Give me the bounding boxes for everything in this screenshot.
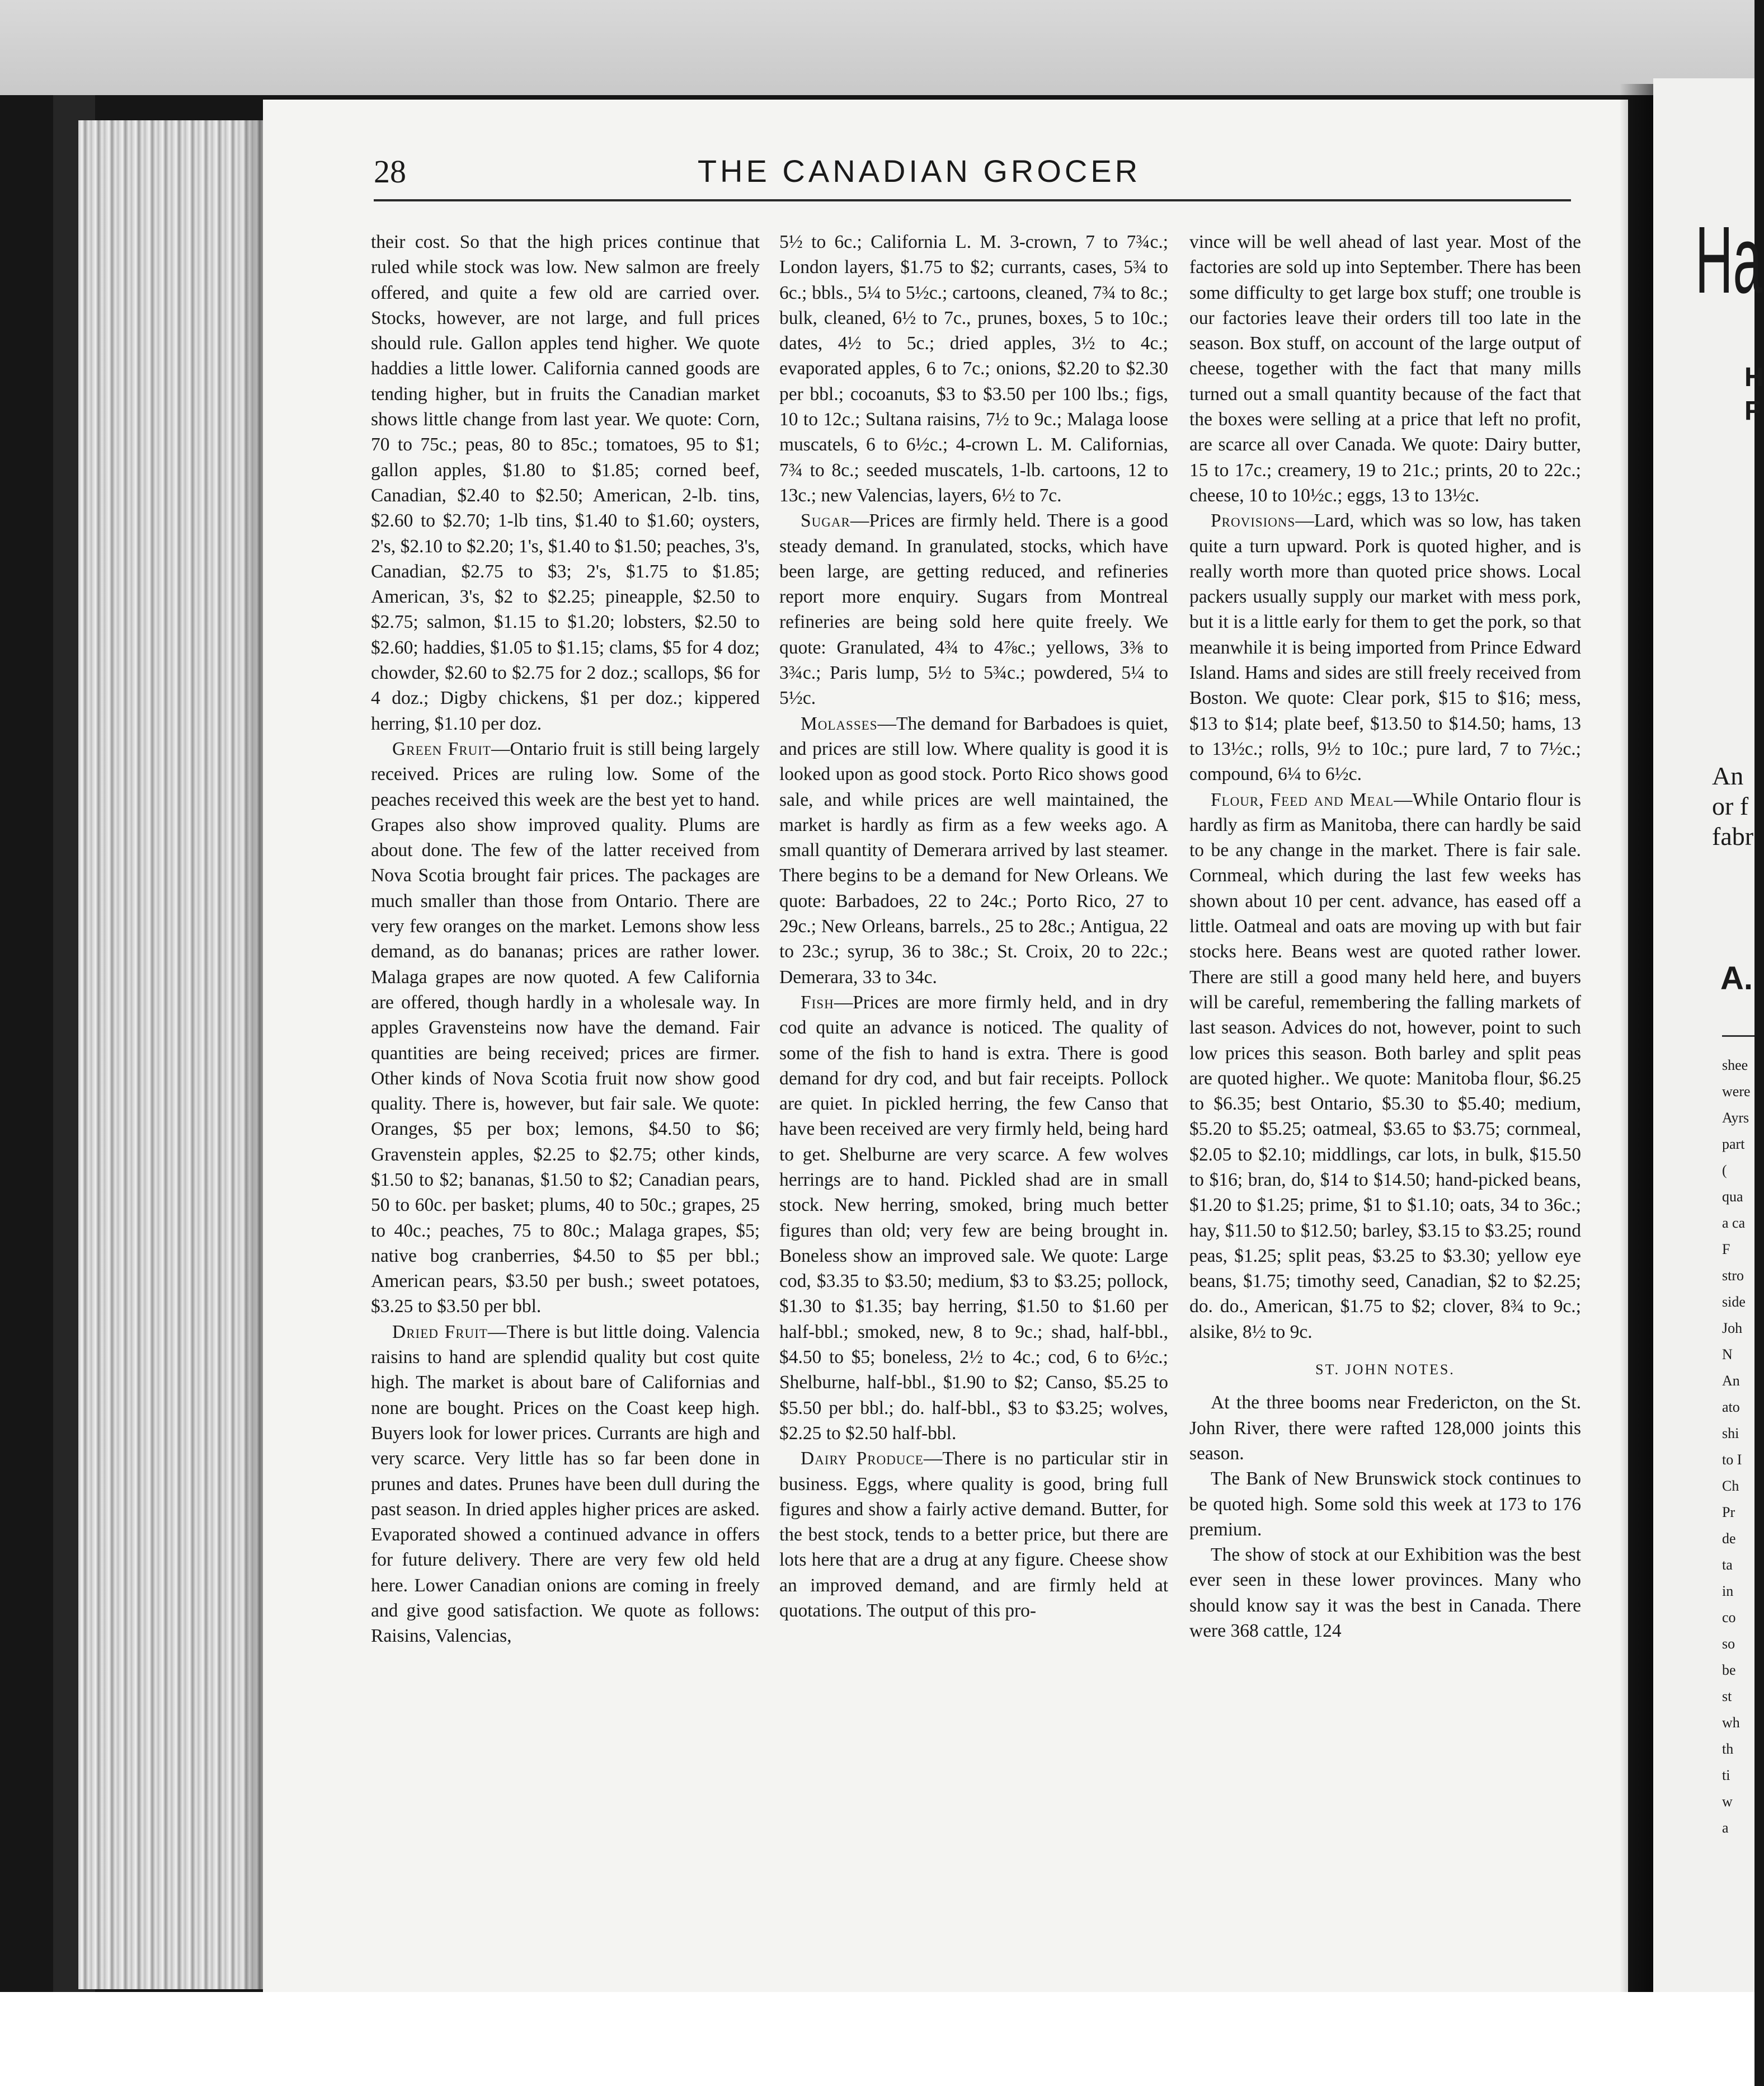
right-page-subtitle: [1744, 361, 1764, 428]
right-page-line-fragment: wh: [1722, 1714, 1740, 1731]
article-column-1: [371, 229, 760, 1936]
header-rule: [374, 199, 1571, 201]
section-head-fish: Fish: [801, 992, 834, 1013]
section-head-molasses: Molasses: [801, 713, 878, 734]
right-page-line-fragment: co: [1722, 1609, 1736, 1625]
section-head-green-fruit: Green Fruit: [392, 738, 491, 759]
right-mid-line: or f: [1712, 792, 1749, 820]
green-fruit-text: —Ontario fruit is still being largely received. Prices are ruling low. Some of the peaches received this week are the best yet to hand. Grapes also show improved quality. Plums are about done. The few of the latter received from Nova Scotia brought fair prices. The packages are much smaller than those from Ontario. There are very few oranges on the market. Lemons show less demand, as do bananas; prices are rather lower. Malaga grapes are now quoted. A few California are offered, though hardly in a wholesale way. In apples Gravensteins now have the demand. Fair quantities are being received; prices are firmer. Other kinds of Nova Scotia fruit now show good quality. There is, however, but fair sale. We quote: Oranges, $5 per box; lemons, $4.50 to $6; Gravenstein apples, $2.25 to $2.75; other kinds, $1.50 to $2; bananas, $1.50 to $2; Canadian pears, 50 to 60c. per basket; plums, 40 to 50c.; grapes, 25 to 40c.; peaches, 75 to 80c.; Malaga grapes, $5; native bog cranberries, $4.50 to $5 per bbl.; American pears, $3.50 per bush.; sweet potatoes, $3.25 to $3.50 per bbl.: [371, 738, 760, 1317]
right-page-line-fragment: stro: [1722, 1267, 1744, 1284]
flour-text: —While Ontario flour is hardly as firm as Manitoba, there can hardly be said to be any change in the market. There is fair sale. Cornmeal, which during the last few weeks has shown about 10 per cent. advance, has eased off a little. Oatmeal and oats are moving up with but fair stocks here. Beans west are quoted rather lower. There are still a good many held here, and buyers will be careful, remembering the falling markets of last season. Advices do not, however, point to such low prices this season. Both barley and split peas are quoted higher.. We quote: Manitoba flour, $6.25 to $6.35; best Ontario, $5.30 to $5.40; medium, $5.20 to $5.25; oatmeal, $3.65 to $3.75; cornmeal, $2.05 to $2.10; middlings, car lots, in bulk, $15.50 to $16; bran, do, $14 to $14.50; hand-picked beans, $1.20 to $1.25; prime, $1 to $1.10; oats, 34 to 36c.; hay, $11.50 to $12.50; barley, $3.15 to $3.25; round peas, $1.25; split peas, $3.25 to $3.30; yellow eye beans, $1.75; timothy seed, Canadian, $2 to $2.25; do. do., American, $1.75 to $2; clover, 8¾ to 9c.; alsike, 8½ to 9c.: [1189, 789, 1581, 1342]
right-page-line-fragment: a: [1722, 1820, 1729, 1836]
paragraph-molasses: [779, 711, 1168, 990]
fish-text: —Prices are more firmly held, and in dry cod quite an advance is noticed. The quality of some of the fish to hand is extra. There is good demand for dry cod, and but fair receipts. Pollock are quiet. In pickled herring, the few Canso that have been received are very firmly held, being hard to get. Shelburne are very scarce. A few wolves herrings are to hand. Pickled shad are in small stock. New herring, smoked, bring much better figures than old; very few are being brought in. Boneless show an improved sale. We quote: Large cod, $3.35 to $3.50; medium, $3 to $3.25; pollock, $1.30 to $1.35; bay herring, $1.50 to $1.60 per half-bbl.; smoked, new, 8 to 9c.; shad, half-bbl., $4.50 to $5; boneless, 2½ to 4c.; cod, 6 to 6½c.; Shelburne, half-bbl., $1.90 to $2; Canso, $5.25 to $5.50 per bbl.; do. half-bbl., $3 to $3.25; wolves, $2.25 to $2.50 half-bbl.: [779, 992, 1168, 1444]
section-head-dried-fruit: Dried Fruit: [392, 1321, 488, 1342]
right-mid-line: fabr: [1712, 822, 1754, 851]
note-fredericton: At the three booms near Fredericton, on the St. John River, there were rafted 128,000 joints this season.: [1189, 1392, 1581, 1464]
sugar-text: —Prices are firmly held. There is a good steady demand. In granulated, stocks, which have been large, are getting reduced, and refineries report more enquiry. Sugars from Montreal refineries are being sold here quite freely. We quote: Granulated, 4¾ to 4⅞c.; yellows, 3⅜ to 3¾c.; Paris lump, 5½ to 5¾c.; powdered, 5¼ to 5½c.: [779, 510, 1168, 709]
dairy-text: —There is no particular stir in business. Eggs, where quality is good, bring full figures and show a fairly active demand. Butter, for the best stock, tends to a better price, but there are lots here that are a drug at any figure. Cheese show an improved demand, and are firmly held at quotations. The output of this pro-: [779, 1448, 1168, 1622]
dried-fruit-text: —There is but little doing. Valencia raisins to hand are splendid quality but cost quite high. The market is about bare of Californias and none are bought. Prices on the Coast keep high. Buyers look for lower prices. Currants are high and very scarce. Very little has so far been done in prunes and dates. Prunes have been dull during the past season. In dried apples higher prices are asked. Evaporated showed a continued advance in offers for future delivery. There are very few old held here. Lower Canadian onions are coming in freely and give good satisfaction. We quote as follows: Raisins, Valencias,: [371, 1321, 760, 1647]
section-head-flour: Flour, Feed and Meal: [1211, 789, 1394, 810]
right-page-line-fragment: ti: [1722, 1767, 1730, 1783]
right-page-line-fragment: to I: [1722, 1451, 1742, 1468]
gutter-shadow: [1620, 84, 1653, 1992]
right-page-line-fragment: Joh: [1722, 1320, 1743, 1336]
right-page-line-fragment: were: [1722, 1083, 1751, 1100]
right-page-line-fragment: shee: [1722, 1057, 1748, 1073]
right-page-line-fragment: qua: [1722, 1188, 1743, 1205]
article-column-2: [779, 229, 1168, 1936]
right-page-title-fragment: Ha: [1695, 207, 1762, 313]
paragraph-dairy-cont: vince will be well ahead of last year. Most of the factories are sold up into September. There has been some difficulty to get large box stuff; one trouble is our factories leave their orders till too late in the season. Box stuff, on account of the large output of cheese, together with the fact that many mills turned out a small quantity because of the fact that the boxes were selling at a price that left no profit, are scarce all over Canada. We quote: Dairy butter, 15 to 17c.; creamery, 19 to 21c.; prints, 20 to 22c.; cheese, 10 to 10½c.; eggs, 13 to 13½c.: [1189, 232, 1581, 506]
st-john-notes-heading: ST. JOHN NOTES.: [1315, 1361, 1455, 1378]
right-page-mid-text: [1712, 761, 1753, 852]
right-page-line-fragment: Ch: [1722, 1478, 1739, 1494]
section-head-provisions: Provisions: [1211, 510, 1296, 532]
right-page-line-fragment: w: [1722, 1793, 1733, 1810]
right-page-line-fragment: F: [1722, 1241, 1730, 1257]
note-exhibition: The show of stock at our Exhibition was the best ever seen in these lower provinces. Many who should know say it was the best in Canada. There were 368 cattle, 124: [1189, 1544, 1581, 1642]
right-page-line-fragment: N: [1722, 1346, 1733, 1363]
paragraph-fish: [779, 990, 1168, 1446]
running-head: [374, 153, 1571, 214]
right-page-line-fragment: Pr: [1722, 1504, 1735, 1520]
right-page-line-fragment: (: [1722, 1162, 1727, 1178]
scan-background-bottom: [0, 1992, 1754, 2086]
right-page-line-fragment: a ca: [1722, 1215, 1746, 1231]
paragraph-provisions: [1189, 508, 1581, 787]
right-page-line-fragment: Ayrs: [1722, 1110, 1749, 1126]
molasses-text: —The demand for Barbadoes is quiet, and prices are still low. Where quality is good it is looked upon as good stock. Porto Rico shows good sale, and while prices are well maintained, the market is hardly as firm as a few weeks ago. A small quantity of Demerara arrived by last steamer. There begins to be a demand for New Orleans. We quote: Barbadoes, 22 to 24c.; Porto Rico, 27 to 29c.; New Orleans, barrels., 25 to 28c.; Antigua, 22 to 23c.; syrup, 36 to 38c.; St. Croix, 20 to 22c.; Demerara, 33 to 34c.: [779, 713, 1168, 988]
note-bank: The Bank of New Brunswick stock continues to be quoted high. Some sold this week at 173 to 176 premium.: [1189, 1468, 1581, 1540]
right-page-line-fragment: th: [1722, 1741, 1734, 1757]
paragraph-canned-goods: their cost. So that the high prices continue that ruled while stock was low. New salmon are freely offered, and quite a few old are carried over. Stocks, however, are not large, and full prices should rule. Gallon apples tend higher. We quote haddies a little lower. California canned goods are tending higher, but in fruits the Canadian market shows little change from last year. We quote: Corn, 70 to 75c.; peas, 80 to 85c.; tomatoes, 95 to $1; gallon apples, $1.80 to $1.85; corned beef, Canadian, $2.40 to $2.50; American, 2-lb. tins, $2.60 to $2.70; 1-lb tins, $1.40 to $1.60; oysters, 2's, $2.10 to $2.20; 1's, $1.40 to $1.50; peaches, 3's, Canadian, $2.75 to $3; 2's, $1.75 to $1.85; American, 3's, $2 to $2.25; pineapple, $2.50 to $2.75; salmon, $1.15 to $1.20; lobsters, $2.50 to $2.60; haddies, $1.05 to $1.15; clams, $5 for 4 doz; chowder, $2.60 to $2.75 for 2 doz.; scallops, $6 for 4 doz.; Digby chickens, $1 per doz.; kippered herring, $1.10 per doz.: [371, 232, 760, 734]
right-page-line-fragment: part: [1722, 1136, 1745, 1152]
scan-background-top: [0, 0, 1754, 95]
paragraph-sugar: [779, 508, 1168, 711]
provisions-text: —Lard, which was so low, has taken quite a turn upward. Pork is quoted higher, and is really worth more than quoted price shows. Local packers usually supply our market with mess pork, but it is a little early for them to get the pork, so that meanwhile it is being imported from Prince Edward Island. Hams and sides are still freely received from Boston. We quote: Clear pork, $15 to $16; mess, $13 to $14; plate beef, $13.50 to $14.50; hams, 13 to 13½c.; rolls, 9½ to 10c.; pure lard, 7 to 7½c.; compound, 6¼ to 6½c.: [1189, 510, 1581, 785]
section-head-sugar: Sugar: [801, 510, 850, 532]
right-page-line-fragment: ta: [1722, 1557, 1733, 1573]
page-number: 28: [374, 153, 406, 190]
right-page-initial: A.: [1720, 960, 1753, 997]
page-title: THE CANADIAN GROCER: [697, 153, 1141, 189]
right-page-rule: [1722, 1035, 1754, 1037]
right-page-line-fragment: in: [1722, 1583, 1734, 1599]
paragraph-dried-fruit: [371, 1319, 760, 1649]
page-edges: [78, 120, 269, 1989]
right-page-line-fragment: side: [1722, 1294, 1746, 1310]
right-sub-line: F: [1744, 396, 1761, 426]
right-page-line-fragment: ato: [1722, 1399, 1740, 1415]
right-page-text-fragments: [1722, 1052, 1754, 1841]
article-column-3: [1189, 229, 1581, 1936]
paragraph-green-fruit: [371, 736, 760, 1319]
right-sub-line: H: [1744, 363, 1764, 392]
right-mid-line: An: [1712, 762, 1744, 790]
right-page-line-fragment: shi: [1722, 1425, 1739, 1441]
right-page-line-fragment: de: [1722, 1530, 1736, 1547]
right-page-line-fragment: be: [1722, 1662, 1736, 1678]
right-page-line-fragment: so: [1722, 1636, 1735, 1652]
paragraph-dried-fruit-quotes: 5½ to 6c.; California L. M. 3-crown, 7 to 7¾c.; London layers, $1.75 to $2; currants, cases, 5¾ to 6c.; bbls., 5¼ to 5½c.; cartoons, cleaned, 7¾ to 8c.; bulk, cleaned, 6½ to 7c., prunes, boxes, 5 to 10c.; dates, 4½ to 5c.; dried apples, 3½ to 4c.; evaporated apples, 6 to 7c.; onions, $2.20 to $2.30 per bbl.; cocoanuts, $3 to $3.50 per 100 lbs.; figs, 10 to 12c.; Sultana raisins, 7½ to 9c.; Malaga loose muscatels, 6 to 6½c.; 4-crown L. M. Californias, 7¾ to 8c.; seeded muscatels, 1-lb. cartoons, 12 to 13c.; new Valencias, layers, 6½ to 7c.: [779, 232, 1168, 506]
paragraph-flour: [1189, 787, 1581, 1345]
right-page-line-fragment: An: [1722, 1373, 1740, 1389]
paragraph-dairy: [779, 1446, 1168, 1623]
right-page-line-fragment: st: [1722, 1688, 1732, 1704]
section-head-dairy: Dairy Produce: [801, 1448, 924, 1469]
